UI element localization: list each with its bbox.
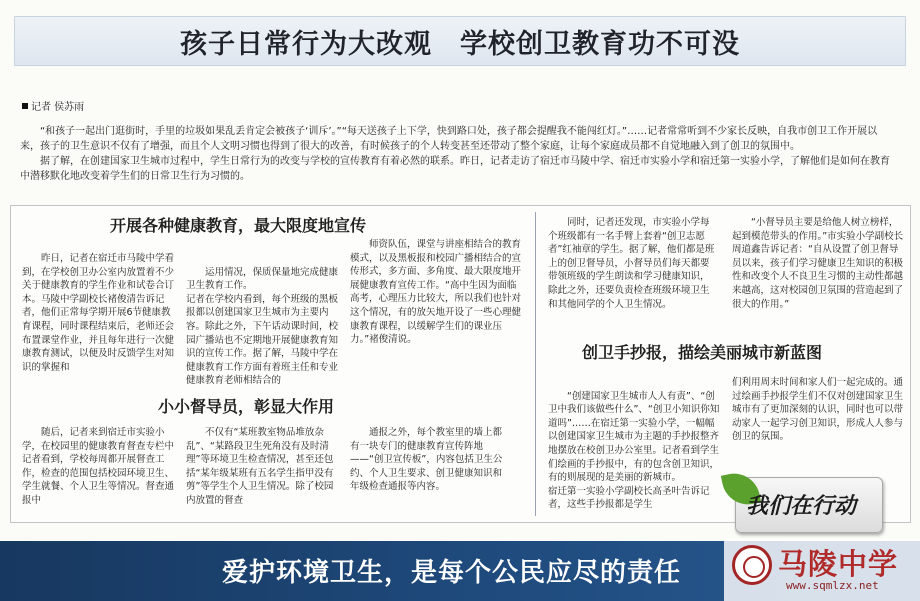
column-text: “小督导员主要是给他人树立榜样，起到模范带头的作用。”市实验小学副校长周道鑫告诉记者：“自从设置了创卫督导员以来，孩子们学习健康卫生知识的积极性和改变个人不良卫生习惯的主动性都越来越高，这对校园创卫氛围的营造起到了很大的作用。” (732, 217, 904, 310)
column-text: 同时，记者还发现，市实验小学每个班级都有一名手臂上套着“创卫志愿者”红袖章的学生。据了解，他们都是班上的创卫督导员，小督导员们每天都要带领班级的学生朗读和学习健康知识，除此之外，还要负责检查班级环境卫生和其他同学的个人卫生情况。 (548, 217, 715, 310)
column-text: 随后，记者来到宿迁市实验小学，在校园里的健康教育督查专栏中记者看到，学校每周都开展督查工作，检查的范围包括校园环境卫生、学生就餐、个人卫生等情况。督查通报中 (22, 427, 175, 506)
column-text: 昨日，记者在宿迁市马陵中学看到，在学校创卫办公室内放置着不少关于健康教育的学生作业和试卷合订本。马陵中学副校长褚俊清告诉记者，他们正常每学期开展6节健康教育课程，同时课程结束后，老师还会布置课堂作业，并且每年进行一次健康教育测试，以便及时反馈学生对知识的掌握和 (22, 253, 175, 373)
intro-text (20, 124, 894, 184)
article-column (22, 426, 176, 514)
column-text: 运用情况，保质保量地完成健康卫生教育工作。 记者在学校内看到，每个班级的黑板报都以创建国家卫生城市为主要内容。除此之外，下午话动课时间，校园广播站也不定期地开展健康教育知识的宣传工作。据了解，马陵中学在健康教育工作方面有着班主任和专业健康教育老师相结合的 (186, 266, 339, 387)
column-text: 师资队伍，课堂与讲座相结合的教育模式，以及黑板报和校园广播相结合的宣传形式，多方面、多角度、最大限度地开展健康教育宣传工作。“高中生因为面临高考，心理压力比较大，所以我们也针对这个情况，有的放矢地开设了一些心理健康教育课程，以缓解学生们的课业压力。”褚俊清说。 (350, 239, 522, 346)
article-column (732, 376, 904, 472)
headline: 孩子日常行为大改观 学校创卫教育功不可没 (180, 28, 740, 60)
school-logo-url: www.sqmlzx.net (786, 579, 879, 592)
school-logo-name: 马陵中学 (778, 547, 899, 581)
intro-paragraph: 据了解，在创建国家卫生城市过程中，学生日常行为的改变与学校的宣传教育有着必然的联系。昨日，记者走访了宿迁市马陵中学、宿迁市实验小学和宿迁第一实验小学，了解他们是如何在教育中潜移默化地改变着学生们的日常卫生行为习惯的。 (20, 156, 890, 182)
column-text: “创建国家卫生城市人人有责”、“创卫中我们该做些什么”、“创卫小知识你知道吗”……在宿迁第一实验小学，一幅幅以创建国家卫生城市为主题的手抄报整齐地摆放在校创卫办公室里。记者看到学生们绘画的手抄报中，有的包含创卫知识，有的则展现的是美丽的新城市。 宿迁第一实验小学副校长高圣叶告诉记者，这些手抄报都是学生 (548, 390, 720, 511)
article-column (732, 216, 904, 328)
column-divider (535, 212, 536, 516)
intro-paragraph: “和孩子一起出门逛街时，手里的垃圾如果乱丢肯定会被孩子‘训斥’。”“每天送孩子上下学，快到路口处，孩子都会提醒我不能闯红灯。”……记者常常听到不少家长反映，自我市创卫工作开展以来，孩子的卫生意识不仅有了增强，而且个人文明习惯也得到了很大的改善，有时候孩子的个人转变甚至还带动了整个家庭，让每个家庭成员都不自觉地融入到了创卫的氛围中。 (20, 126, 878, 152)
article-column (186, 426, 340, 514)
byline (22, 98, 84, 113)
column-text: 不仅有“某班教室物品堆放杂乱”、“某路段卫生死角没有及时清理”等环境卫生检查情况，甚至还包括“某年级某班有五名学生指甲没有剪”等学生个人卫生情况。除了校园内放置的督查 (186, 427, 334, 506)
slogan-text: 我们在行动 (746, 494, 857, 519)
bullet-square-icon (22, 103, 28, 109)
article-column (548, 216, 718, 328)
byline-text: 记者 侯苏雨 (31, 102, 85, 113)
section-title-supervisors: 小小督导员，彰显大作用 (158, 397, 335, 416)
article-column (548, 376, 720, 514)
article-column (22, 252, 176, 387)
article-column (186, 252, 340, 387)
headline-bar (14, 16, 906, 66)
column-text: 们利用周末时间和家人们一起完成的。通过绘画手抄报学生们不仅对创建国家卫生城市有了更加深刻的认识，同时也可以带动家人一起学习创卫知识，形成人人参与创卫的氛围。 (732, 377, 904, 443)
school-seal-icon (732, 545, 772, 585)
article-column (350, 238, 522, 388)
banner-slogan: 爱护环境卫生，是每个公民应尽的责任 (222, 558, 682, 588)
column-text: 通报之外，每个教室里的墙上都有一块专门的健康教育宣传阵地——“创卫宣传板”，内容包括卫生公约、个人卫生要求、创卫健康知识和年级检查通报等内容。 (350, 427, 503, 493)
article-column (350, 426, 508, 514)
section-title-health-education: 开展各种健康教育，最大限度地宣传 (110, 216, 367, 235)
section-title-handwritten-newspaper: 创卫手抄报，描绘美丽城市新蓝图 (582, 343, 823, 362)
